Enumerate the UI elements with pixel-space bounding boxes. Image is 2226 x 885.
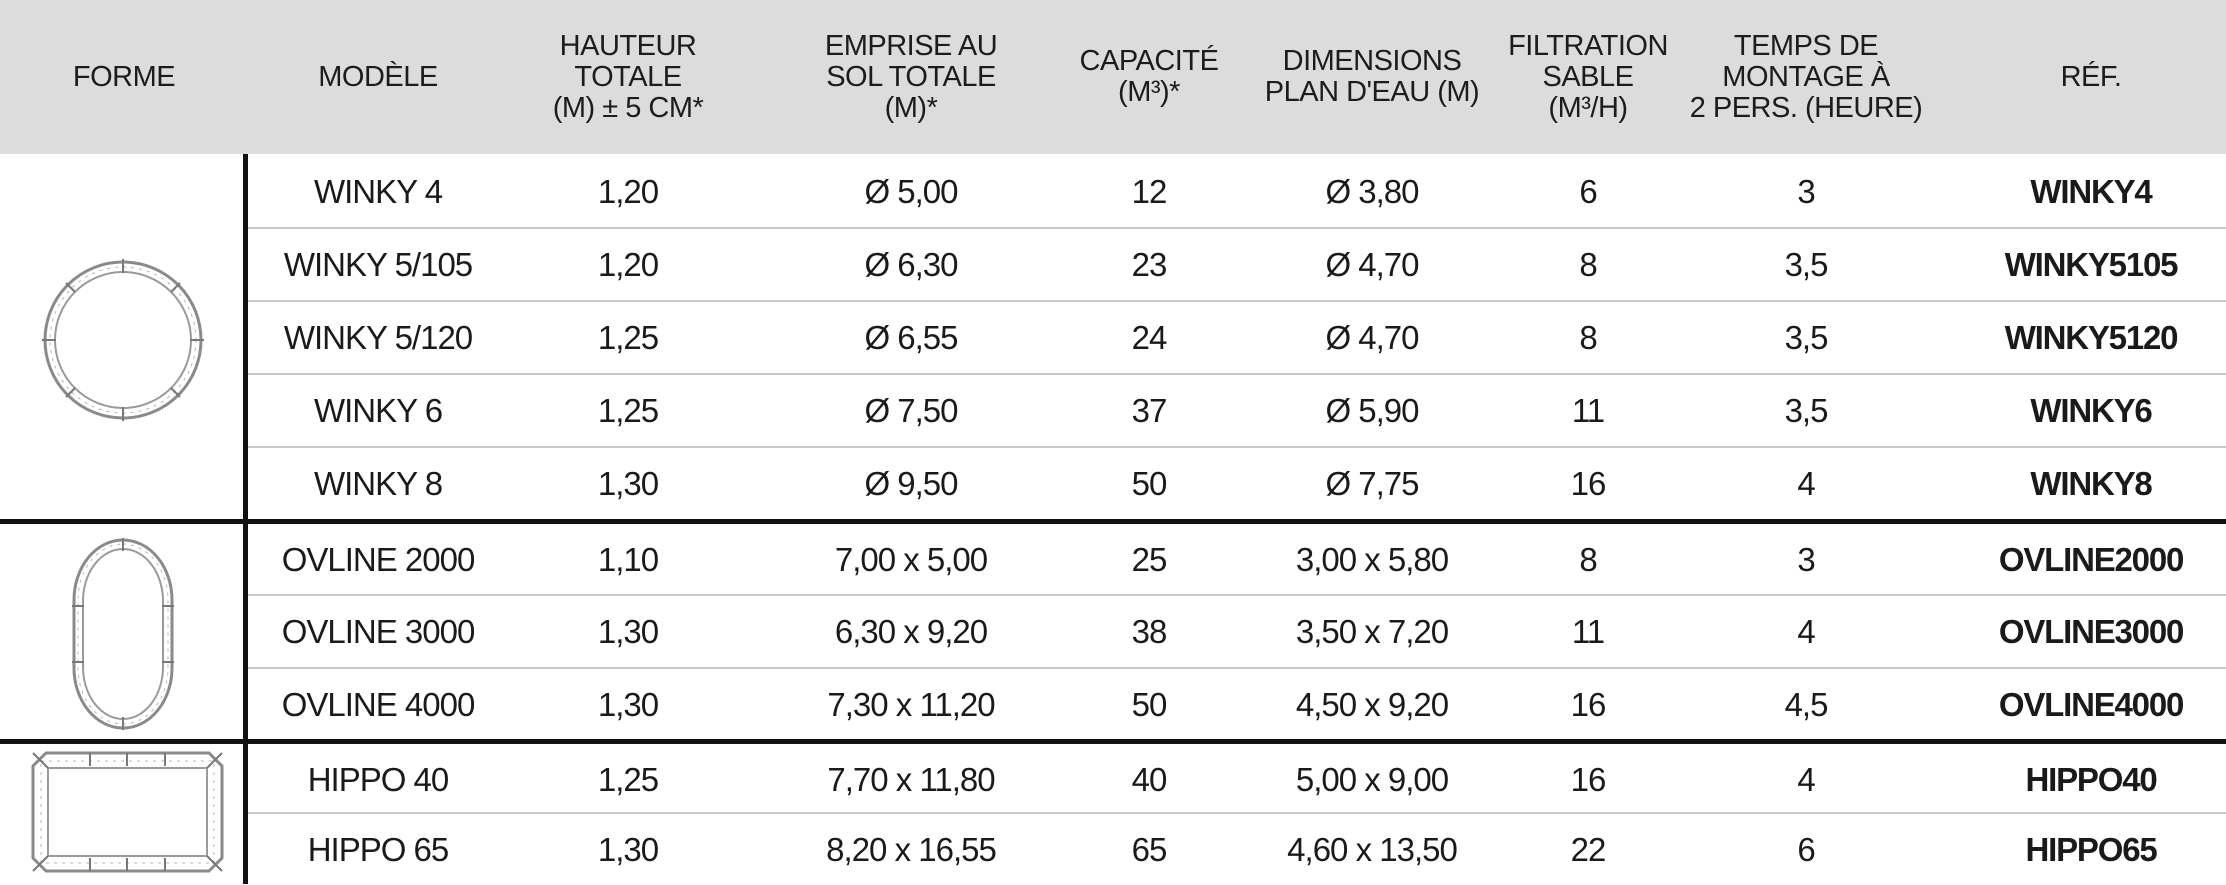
row-divider: [248, 594, 2226, 596]
cell-temps: 3: [1797, 172, 1815, 210]
cell-dimensions: Ø 4,70: [1325, 318, 1419, 356]
cell-temps: 3: [1797, 540, 1815, 578]
cell-filtration: 8: [1579, 245, 1597, 283]
cell-capacite: 65: [1131, 830, 1167, 868]
cell-ref: OVLINE4000: [1998, 685, 2184, 723]
cell-modele: WINKY 5/120: [283, 318, 473, 356]
header-filtration: FILTRATION SABLE (M³/H): [1508, 29, 1668, 124]
cell-filtration: 6: [1579, 172, 1597, 210]
cell-filtration: 11: [1571, 612, 1605, 650]
cell-emprise: 7,70 x 11,80: [827, 760, 995, 798]
cell-dimensions: Ø 4,70: [1325, 245, 1419, 283]
cell-filtration: 16: [1570, 464, 1606, 502]
cell-ref: WINKY6: [2030, 391, 2152, 429]
cell-dimensions: Ø 7,75: [1325, 464, 1419, 502]
cell-dimensions: Ø 5,90: [1325, 391, 1419, 429]
header-capacite: CAPACITÉ (M³)*: [1079, 45, 1219, 108]
cell-filtration: 8: [1579, 318, 1597, 356]
cell-modele: WINKY 5/105: [283, 245, 473, 283]
rectangular-pool-icon: [30, 750, 225, 874]
cell-filtration: 16: [1570, 685, 1606, 723]
cell-capacite: 40: [1131, 760, 1167, 798]
cell-emprise: Ø 5,00: [864, 172, 958, 210]
cell-temps: 3,5: [1784, 318, 1828, 356]
cell-ref: HIPPO65: [2025, 830, 2157, 868]
cell-hauteur: 1,25: [597, 391, 659, 429]
group-divider: [0, 519, 2226, 524]
header-forme: FORME: [72, 60, 176, 93]
cell-ref: WINKY4: [2030, 172, 2152, 210]
cell-hauteur: 1,30: [597, 612, 659, 650]
cell-emprise: 7,30 x 11,20: [827, 685, 995, 723]
cell-dimensions: 3,00 x 5,80: [1295, 540, 1449, 578]
cell-modele: HIPPO 40: [307, 760, 449, 798]
cell-dimensions: 4,50 x 9,20: [1295, 685, 1449, 723]
cell-capacite: 24: [1131, 318, 1167, 356]
cell-modele: WINKY 4: [313, 172, 443, 210]
cell-capacite: 38: [1131, 612, 1167, 650]
cell-capacite: 50: [1131, 685, 1167, 723]
cell-dimensions: 4,60 x 13,50: [1287, 830, 1457, 868]
cell-capacite: 12: [1131, 172, 1167, 210]
cell-temps: 6: [1797, 830, 1815, 868]
cell-temps: 4: [1797, 612, 1815, 650]
cell-hauteur: 1,30: [597, 685, 659, 723]
cell-capacite: 37: [1131, 391, 1167, 429]
cell-hauteur: 1,30: [597, 830, 659, 868]
row-divider: [248, 373, 2226, 375]
cell-modele: OVLINE 2000: [281, 540, 475, 578]
cell-emprise: Ø 9,50: [864, 464, 958, 502]
cell-modele: WINKY 8: [313, 464, 443, 502]
cell-temps: 4: [1797, 464, 1815, 502]
cell-modele: OVLINE 4000: [281, 685, 475, 723]
cell-capacite: 25: [1131, 540, 1167, 578]
cell-filtration: 22: [1570, 830, 1606, 868]
cell-ref: HIPPO40: [2025, 760, 2157, 798]
cell-ref: WINKY5120: [2004, 318, 2178, 356]
cell-filtration: 11: [1571, 391, 1605, 429]
cell-hauteur: 1,20: [597, 245, 659, 283]
cell-hauteur: 1,25: [597, 318, 659, 356]
table-header: [0, 0, 2226, 154]
cell-emprise: Ø 7,50: [864, 391, 958, 429]
cell-ref: OVLINE3000: [1998, 612, 2184, 650]
header-modele: MODÈLE: [318, 60, 438, 93]
cell-hauteur: 1,20: [597, 172, 659, 210]
cell-ref: OVLINE2000: [1998, 540, 2184, 578]
row-divider: [248, 227, 2226, 229]
row-divider: [248, 446, 2226, 448]
group-divider: [0, 739, 2226, 744]
cell-dimensions: 5,00 x 9,00: [1295, 760, 1449, 798]
cell-modele: OVLINE 3000: [281, 612, 475, 650]
cell-emprise: 6,30 x 9,20: [834, 612, 988, 650]
header-temps: TEMPS DE MONTAGE À 2 PERS. (HEURE): [1689, 29, 1923, 124]
cell-emprise: Ø 6,55: [864, 318, 958, 356]
row-divider: [248, 300, 2226, 302]
cell-dimensions: 3,50 x 7,20: [1295, 612, 1449, 650]
cell-filtration: 16: [1570, 760, 1606, 798]
cell-hauteur: 1,25: [597, 760, 659, 798]
cell-temps: 4,5: [1784, 685, 1828, 723]
forme-column-border: [243, 154, 248, 884]
cell-capacite: 50: [1131, 464, 1167, 502]
cell-dimensions: Ø 3,80: [1325, 172, 1419, 210]
cell-temps: 3,5: [1784, 391, 1828, 429]
cell-filtration: 8: [1579, 540, 1597, 578]
row-divider: [248, 812, 2226, 814]
header-emprise: EMPRISE AU SOL TOTALE (M)*: [824, 29, 998, 124]
cell-ref: WINKY8: [2030, 464, 2152, 502]
header-hauteur: HAUTEUR TOTALE (M) ± 5 CM*: [552, 29, 704, 124]
cell-capacite: 23: [1131, 245, 1167, 283]
header-ref: RÉF.: [2060, 60, 2122, 93]
header-dimensions: DIMENSIONS PLAN D'EAU (M): [1264, 45, 1480, 108]
cell-hauteur: 1,30: [597, 464, 659, 502]
round-pool-icon: [38, 255, 208, 425]
cell-modele: WINKY 6: [313, 391, 443, 429]
oval-pool-icon: [70, 536, 176, 732]
cell-temps: 3,5: [1784, 245, 1828, 283]
cell-ref: WINKY5105: [2004, 245, 2178, 283]
cell-emprise: Ø 6,30: [864, 245, 958, 283]
cell-hauteur: 1,10: [597, 540, 659, 578]
cell-temps: 4: [1797, 760, 1815, 798]
cell-emprise: 7,00 x 5,00: [834, 540, 988, 578]
cell-modele: HIPPO 65: [307, 830, 449, 868]
cell-emprise: 8,20 x 16,55: [826, 830, 996, 868]
row-divider: [248, 667, 2226, 669]
